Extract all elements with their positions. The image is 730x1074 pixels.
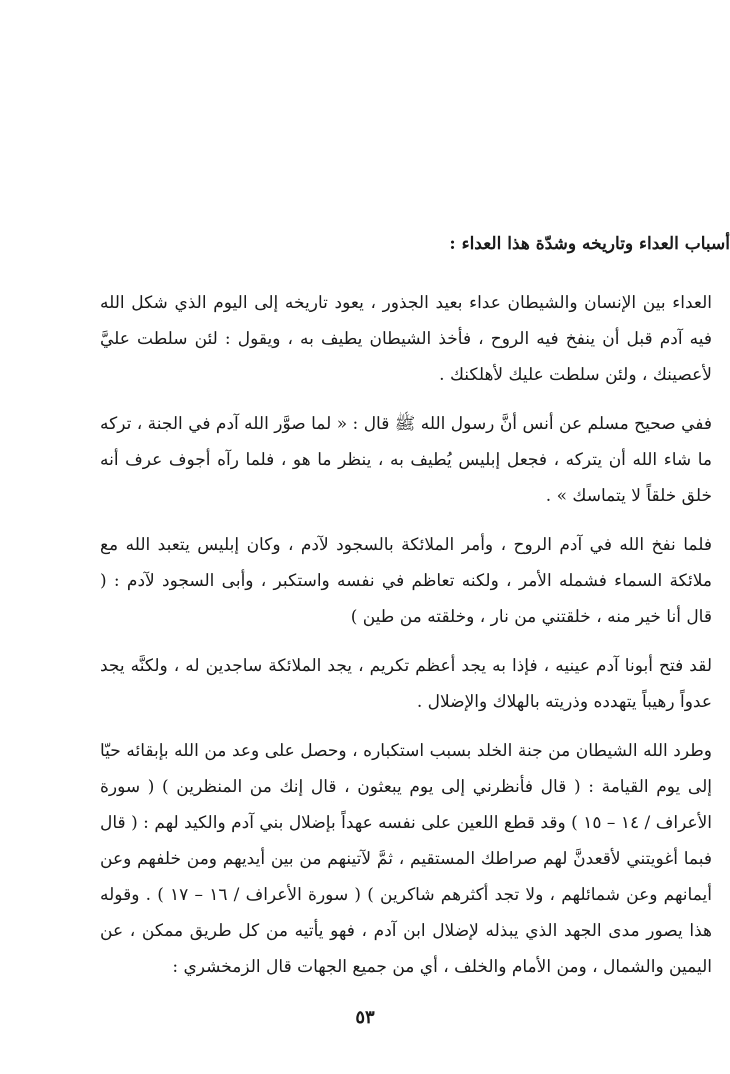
paragraph: وطرد الله الشيطان من جنة الخلد بسبب استكباره ، وحصل على وعد من الله بإبقائه حيّا إلى يوم القيامة : ( قال فأنظرني إلى يوم يبعثون ، قال إنك من المنظرين ) ( سورة الأعراف / ١٤ – ١٥ ) وقد قطع اللعين على نفسه عهداً بإضلال بني آدم والكيد لهم : ( قال فبما أغويتني لأقعدنَّ لهم صراطك المستقيم ، ثمَّ لآتينهم من بين أيديهم ومن خلفهم وعن أيمانهم وعن شمائلهم ، ولا تجد أكثرهم شاكرين ) ( سورة الأعراف / ١٦ – ١٧ ) . وقوله هذا يصور مدى الجهد الذي يبذله لإضلال ابن آدم ، فهو يأتيه من كل طريق ممكن ، عن اليمين والشمال ، ومن الأمام والخلف ، أي من جميع الجهات قال الزمخشري :	[100, 741, 713, 977]
section-heading: أسباب العداء وتاريخه وشدّة هذا العداء :	[449, 234, 730, 254]
paragraph: لقد فتح أبونا آدم عينيه ، فإذا به يجد أعظم تكريم ، يجد الملائكة ساجدين له ، ولكنَّه يجد عدواً رهيباً يتهدده وذريته بالهلاك والإضلال .	[100, 656, 712, 712]
paragraph: ففي صحيح مسلم عن أنس أنَّ رسول الله ﷺ قال : « لما صوَّر الله آدم في الجنة ، تركه ما شاء الله أن يتركه ، فجعل إبليس يُطيف به ، ينظر ما هو ، فلما رآه أجوف عرف أنه خلق خلقاً لا يتماسك » .	[100, 414, 712, 506]
paragraph: فلما نفخ الله في آدم الروح ، وأمر الملائكة بالسجود لآدم ، وكان إبليس يتعبد الله مع ملائكة السماء فشمله الأمر ، ولكنه تعاظم في نفسه واستكبر ، وأبى السجود لآدم : ( قال أنا خير منه ، خلقتني من نار ، وخلقته من طين )	[100, 535, 712, 627]
page-number: ٥٣	[355, 1007, 375, 1028]
body-text	[100, 285, 712, 995]
paragraph: العداء بين الإنسان والشيطان عداء بعيد الجذور ، يعود تاريخه إلى اليوم الذي شكل الله فيه آدم قبل أن ينفخ فيه الروح ، فأخذ الشيطان يطيف به ، ويقول : لئن سلطت عليَّ لأعصينك ، ولئن سلطت عليك لأهلكنك .	[100, 293, 712, 385]
